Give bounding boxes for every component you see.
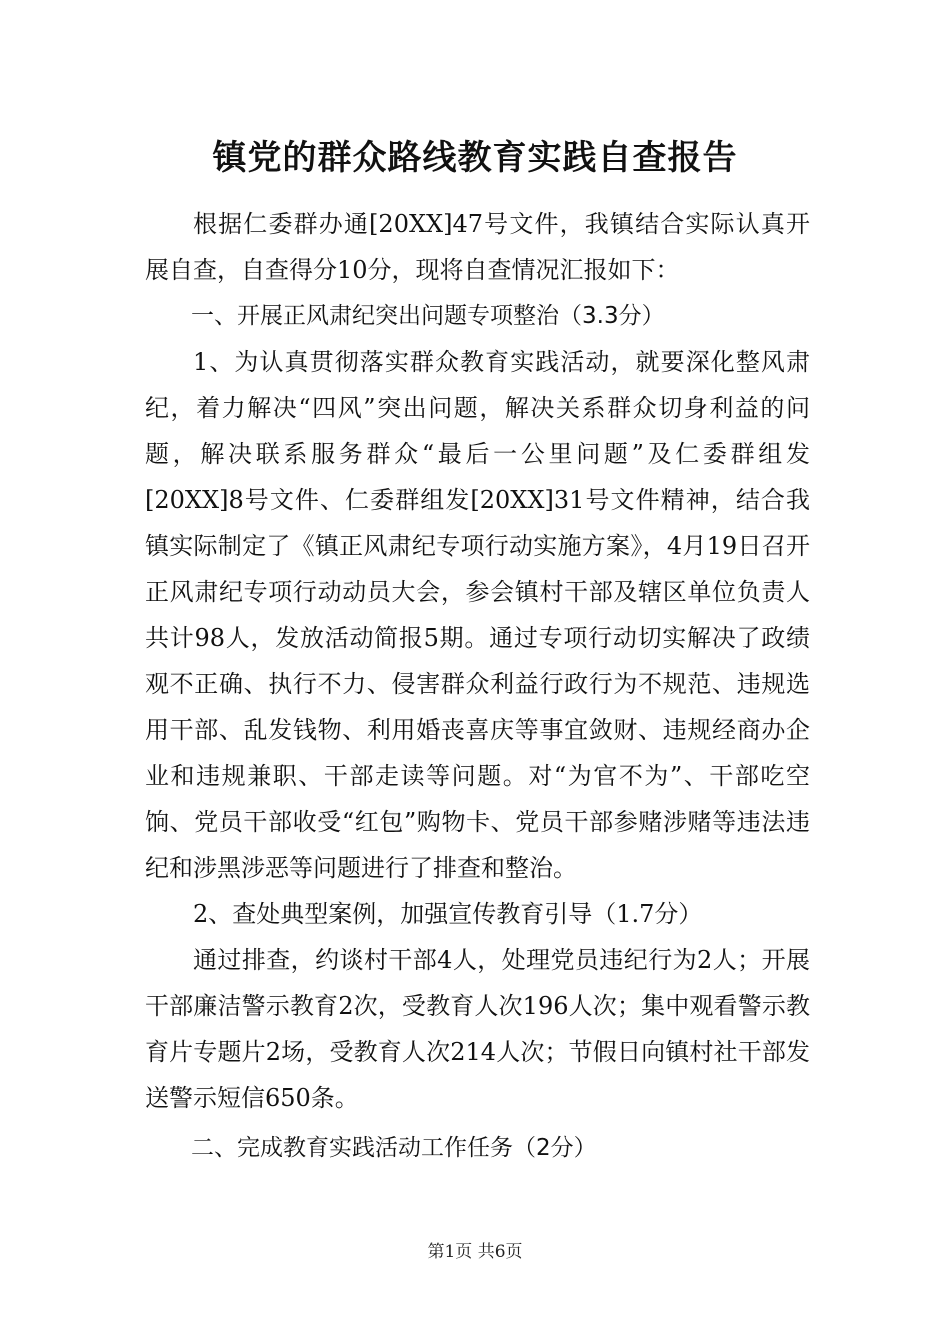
section-heading-2: 二、完成教育实践活动工作任务（2分）	[191, 1135, 597, 1161]
body-paragraph-2: 通过排查，约谈村干部4人，处理党员违纪行为2人；开展干部廉洁警示教育2次，受教育人次196人次；集中观看警示教育片专题片2场，受教育人次214人次；节假日向镇村社干部发送警示短信650条。	[145, 946, 810, 1112]
document-title: 镇党的群众路线教育实践自查报告	[212, 138, 738, 178]
page-footer: 第1页 共6页	[427, 1242, 523, 1262]
document-body	[145, 201, 810, 1171]
sub-heading-2: 2、查处典型案例，加强宣传教育引导（1.7分）	[193, 900, 703, 928]
intro-paragraph: 根据仁委群办通[20XX]47号文件，我镇结合实际认真开展自查，自查得分10分，现将自查情况汇报如下：	[145, 210, 810, 284]
section-heading-1: 一、开展正风肃纪突出问题专项整治（3.3分）	[191, 303, 665, 329]
body-paragraph-1: 1、为认真贯彻落实群众教育实践活动，就要深化整风肃纪，着力解决“四风”突出问题，解决关系群众切身利益的问题，解决联系服务群众“最后一公里问题”及仁委群组发[20XX]8号文件、仁委群组发[20XX]31号文件精神，结合我镇实际制定了《镇正风肃纪专项行动实施方案》，4月19日召开正风肃纪专项行动动员大会，参会镇村干部及辖区单位负责人共计98人，发放活动简报5期。通过专项行动切实解决了政绩观不正确、执行不力、侵害群众利益行政行为不规范、违规选用干部、乱发钱物、利用婚丧喜庆等事宜敛财、违规经商办企业和违规兼职、干部走读等问题。对“为官不为”、干部吃空饷、党员干部收受“红包”购物卡、党员干部参赌涉赌等违法违纪和涉黑涉恶等问题进行了排查和整治。	[145, 348, 810, 882]
